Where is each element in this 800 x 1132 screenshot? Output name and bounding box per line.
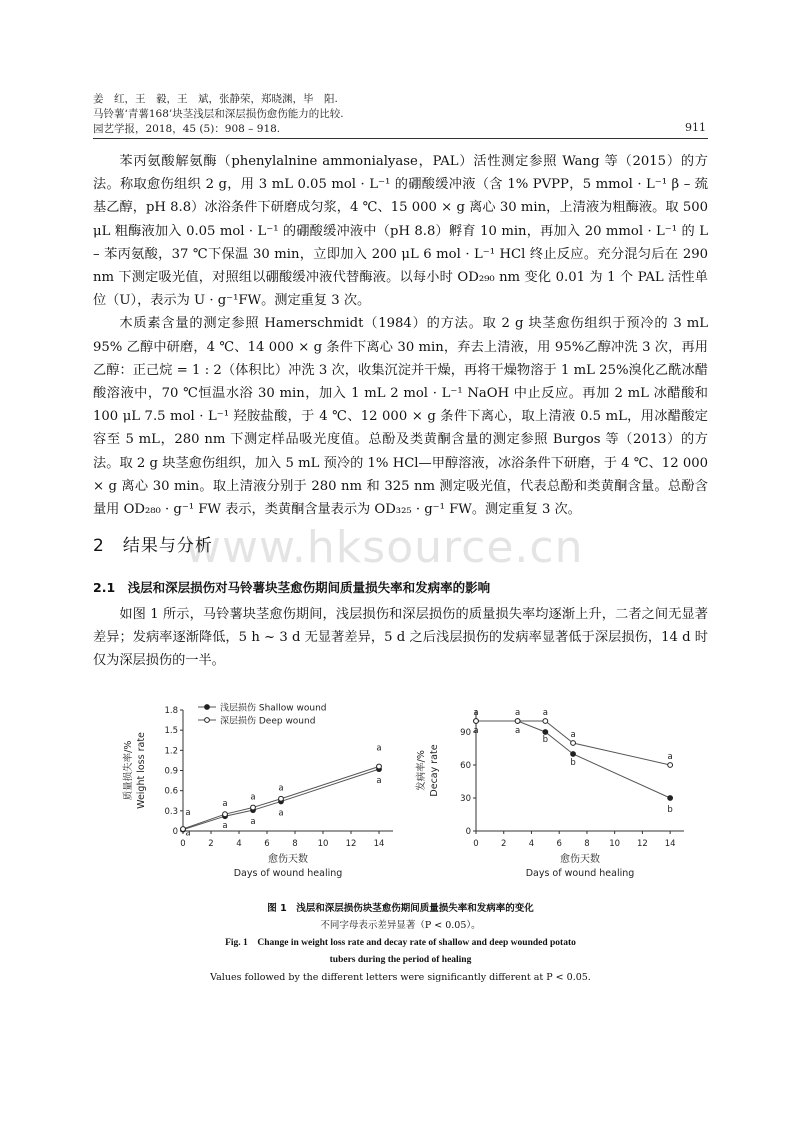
data-point-deep: [543, 719, 548, 724]
x-tick-label: 6: [556, 839, 562, 849]
header-rule: [93, 138, 708, 139]
y-tick-label: 0.9: [164, 766, 178, 777]
data-point-deep: [251, 805, 256, 810]
x-tick-label: 14: [664, 839, 676, 849]
data-point-shallow: [571, 752, 576, 757]
data-point-deep: [474, 719, 479, 724]
x-tick-label: 8: [292, 839, 298, 849]
y-tick-label: 0: [465, 827, 471, 837]
x-axis-label-en: Days of wound healing: [525, 868, 635, 879]
x-tick-label: 12: [345, 839, 357, 849]
y-tick-label: 0.3: [164, 806, 178, 817]
paragraph-lignin: 木质素含量的测定参照 Hamerschmidt（1984）的方法。取 2 g 块茎愈伤组织于预冷的 3 mL 95% 乙醇中研磨，4 ℃、14 000 × g 条件下离心 30 min，弃去上清液，用 95%乙醇冲洗 3 次，再用乙醇：正己烷 = 1 : 2（体积比）冲洗 3 次，收集沉淀并干燥，再将干燥物溶于 1 mL 25%溴化乙酰冰醋酸溶液中，70 ℃恒温水浴 30 min，加入 1 mL 2 mol · L⁻¹ NaOH 中止反应。再加 2 mL 冰醋酸和 100 μL 7.5 mol · L⁻¹ 羟胺盐酸，于 4 ℃、12 000 × g 条件下离心，取上清液 0.5 mL，用冰醋酸定容至 5 mL，280 nm 下测定样品吸光度值。总酚及类黄酮含量的测定参照 Burgos 等（2013）的方法。取 2 g 块茎愈伤组织，加入 5 mL 预冷的 1% HCl—甲醇溶液，冰浴条件下研磨，于 4 ℃、12 000 × g 离心 30 min。取上清液分别于 280 nm 和 325 nm 测定吸光值，代表总酚和类黄酮含量。总酚含量用 OD₂₈₀ · g⁻¹ FW 表示，类黄酮含量表示为 OD₃₂₅ · g⁻¹ FW。测定重复 3 次。: [93, 316, 708, 518]
significance-letter: a: [514, 708, 521, 718]
paragraph-results: 如图 1 所示，马铃薯块茎愈伤期间，浅层损伤和深层损伤的质量损失率均逐渐上升，二者之间无显著差异；发病率逐渐降低，5 h ~ 3 d 无显著差异，5 d 之后浅层损伤的发病率显著低于深层损伤，14 d 时仅为深层损伤的一半。: [93, 607, 708, 669]
data-point-deep: [181, 827, 186, 832]
significance-letter: a: [185, 828, 191, 839]
significance-letter: a: [542, 708, 548, 718]
x-axis-label-cn: 愈伤天数: [268, 854, 308, 865]
header-title: 马铃薯‘青薯168’块茎浅层和深层损伤愈伤能力的比较.: [93, 108, 344, 120]
y-axis-label-en: Decay rate: [429, 744, 440, 797]
watermark: www.hksource.cn: [185, 522, 584, 573]
y-tick-label: 0: [172, 827, 178, 837]
subsection-title: 2.1 浅层和深层损伤对马铃薯块茎愈伤期间质量损失率和发病率的影响: [93, 580, 491, 595]
x-tick-label: 4: [528, 839, 535, 849]
significance-letter: a: [514, 726, 521, 736]
significance-letter: a: [185, 807, 191, 818]
data-point-deep: [377, 764, 382, 769]
y-tick-label: 1.2: [164, 746, 178, 757]
significance-letter: a: [376, 743, 382, 754]
x-tick-label: 10: [609, 839, 621, 849]
section-title: 2 结果与分析: [93, 536, 213, 556]
data-point-deep: [223, 812, 228, 817]
figure-1: [0, 690, 800, 900]
significance-letter: a: [570, 730, 576, 740]
data-point-deep: [515, 719, 520, 724]
x-tick-label: 0: [180, 839, 186, 849]
significance-letter: a: [222, 799, 228, 810]
x-tick-label: 4: [236, 839, 242, 849]
figure-caption: [93, 900, 708, 986]
significance-letter: a: [667, 752, 673, 762]
data-point-deep: [668, 763, 673, 768]
y-tick-label: 30: [460, 794, 471, 804]
methods-text: [93, 150, 708, 521]
caption-cn-note: 不同字母表示差异显著（P < 0.05）。: [320, 920, 481, 931]
data-point-shallow: [668, 796, 673, 801]
significance-letter: a: [278, 783, 284, 794]
y-tick-label: 90: [460, 728, 471, 738]
caption-en-note: Values followed by the different letters were significantly different at P < 0.05.: [210, 972, 591, 983]
significance-letter: a: [250, 792, 256, 803]
legend-label: 深层损伤 Deep wound: [220, 716, 316, 727]
paragraph-pal: 苯丙氨酸解氨酶（phenylalnine ammonialyase，PAL）活性测定参照 Wang 等（2015）的方法。称取愈伤组织 2 g，用 3 mL 0.05 mol · L⁻¹ 的硼酸缓冲液（含 1% PVPP，5 mmol · L⁻¹ β – 巯基乙醇，pH 8.8）冰浴条件下研磨成匀浆，4 ℃、15 000 × g 离心 30 min，上清液为粗酶液。取 500 μL 粗酶液加入 0.05 mol · L⁻¹ 的硼酸缓冲液中（pH 8.8）孵育 10 min，再加入 20 mmol · L⁻¹ 的 L – 苯丙氨酸，37 ℃下保温 30 min，立即加入 200 μL 6 mol · L⁻¹ HCl 终止反应。充分混匀后在 290 nm 下测定吸光值，对照组以硼酸缓冲液代替酶液。以每小时 OD₂₉₀ nm 变化 0.01 为 1 个 PAL 活性单位（U），表示为 U · g⁻¹FW。测定重复 3 次。: [93, 154, 708, 309]
x-tick-label: 0: [473, 839, 479, 849]
significance-letter: a: [278, 808, 284, 819]
significance-letter: a: [473, 726, 479, 736]
data-point-shallow: [543, 730, 548, 735]
y-axis-label-cn: 发病率/%: [416, 750, 427, 791]
y-axis-label-en: Weight loss rate: [136, 732, 147, 809]
header-journal: 园艺学报，2018，45 (5)：908 – 918.: [93, 123, 281, 135]
y-tick-label: 1.5: [164, 726, 178, 737]
running-header: [93, 92, 713, 137]
y-tick-label: 60: [460, 761, 471, 771]
header-authors: 姜 红，王 毅，王 斌，张静荣，郑晓渊，毕 阳.: [93, 93, 338, 105]
x-tick-label: 12: [636, 839, 648, 849]
caption-cn-label: 图 1: [267, 903, 287, 914]
significance-letter: b: [542, 735, 549, 745]
weight-loss-chart: [122, 702, 393, 880]
caption-en-label: Fig. 1: [225, 938, 248, 948]
x-tick-label: 6: [264, 839, 270, 849]
legend-marker: [205, 705, 210, 710]
x-tick-label: 10: [317, 839, 329, 849]
caption-cn-title: 浅层和深层损伤块茎愈伤期间质量损失率和发病率的变化: [296, 903, 534, 914]
page-number: 911: [685, 121, 706, 134]
significance-letter: a: [473, 708, 479, 718]
x-axis-label-cn: 愈伤天数: [560, 854, 600, 865]
data-point-deep: [279, 796, 284, 801]
caption-en-title-2: tubers during the period of healing: [329, 955, 472, 965]
significance-letter: b: [667, 805, 673, 815]
legend-label: 浅层损伤 Shallow wound: [220, 703, 327, 714]
legend-marker: [205, 718, 210, 723]
x-tick-label: 2: [501, 839, 507, 849]
results-text: [93, 603, 708, 673]
caption-en-title-1: Change in weight loss rate and decay rate of shallow and deep wounded potato: [257, 938, 576, 948]
x-tick-label: 14: [373, 839, 385, 849]
x-tick-label: 8: [584, 839, 590, 849]
y-tick-label: 0.6: [164, 786, 178, 797]
y-axis-label-cn: 质量损失率/%: [123, 740, 134, 801]
significance-letter: b: [570, 758, 576, 768]
x-tick-label: 2: [208, 839, 214, 849]
significance-letter: a: [376, 776, 382, 787]
decay-rate-chart: [415, 708, 684, 879]
x-axis-label-en: Days of wound healing: [233, 868, 343, 879]
significance-letter: a: [250, 817, 256, 828]
data-point-deep: [571, 741, 576, 746]
significance-letter: a: [222, 821, 228, 832]
y-tick-label: 1.8: [164, 706, 178, 716]
